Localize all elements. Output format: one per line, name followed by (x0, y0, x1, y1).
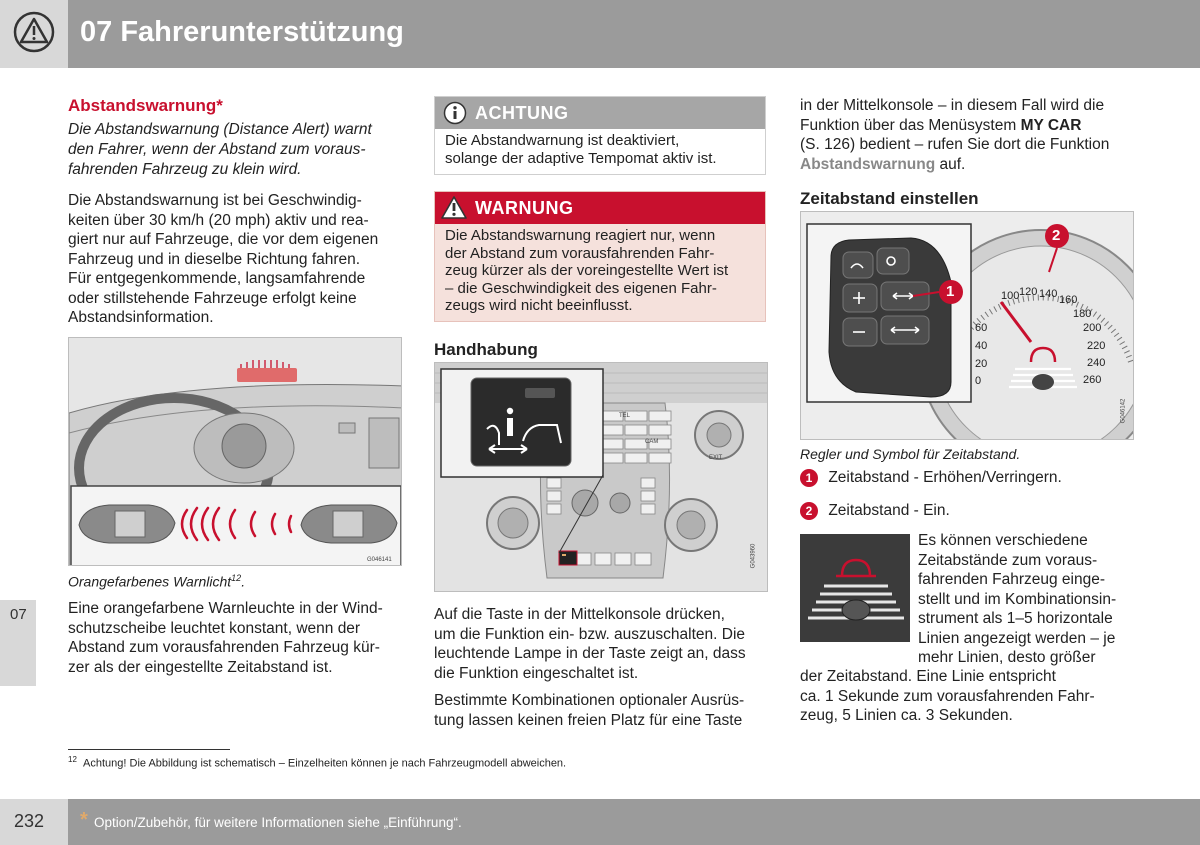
option-star-icon: * (80, 809, 88, 831)
body-text-1: Die Abstandswarnung ist bei Geschwindig- keiten über 30 km/h (20 mph) aktiv und rea- giert nur auf Fahrzeuge, die vor dem eigenen Fahrzeug und in dieselbe Richtung fahren. Für entgegenkommende, langsamfahrende oder stillstehende Fahrzeuge erfolgt keine Abstandsinformation. (68, 192, 379, 326)
chapter-tab-label: 07 (10, 606, 27, 623)
page-title: 07 Fahrerunterstützung (80, 16, 404, 48)
legend-num-1: 1 (800, 469, 818, 487)
tick-120: 120 (1019, 286, 1038, 298)
tick-180: 180 (1073, 308, 1092, 320)
tick-220: 220 (1087, 340, 1106, 352)
tick-160: 160 (1059, 294, 1078, 306)
tick-100: 100 (1001, 290, 1020, 302)
tick-200: 200 (1083, 322, 1102, 334)
footnote: $^{12}$ Achtung! Die Abbildung ist schematisch – Einzelheiten können je nach Fahrzeugmodell abweichen. (68, 755, 567, 770)
legend-item-1: 1 Zeitabstand - Erhöhen/Verringern. (800, 468, 1062, 488)
wrap-text: Es können verschiedene Zeitabstände zum voraus- fahrenden Fahrzeug einge- stellt und im Kombinationsin- strument als 1–5 horizontale Linien angezeigt werden – je mehr Linien, desto größer (918, 532, 1117, 666)
time-gap-symbol (800, 534, 910, 642)
header-bar (68, 0, 1200, 68)
achtung-text: Die Abstandwarnung ist deaktiviert, solange der adaptive Tempomat aktiv ist. (435, 129, 765, 173)
body-text-2: Eine orangefarbene Warnleuchte in der Wind- schutzscheibe leuchtet konstant, wenn der Abstand zum vorausfahrenden Fahrzeug kür- zer als der eingestellte Zeitabstand ist. (68, 600, 383, 676)
chapter-tab (0, 600, 36, 686)
section-heading-abstandswarnung: Abstandswarnung* (68, 96, 223, 115)
body-text-4: Bestimmte Kombinationen optionaler Ausrüs- tung lassen keinen freien Platz für eine Taste (434, 692, 745, 729)
section-heading-handhabung: Handhabung (434, 340, 538, 359)
figure-caption-1: Orangefarbenes Warnlicht$^{12}$. (68, 573, 246, 590)
tick-240: 240 (1087, 357, 1106, 369)
figure-steering-controls (800, 211, 1134, 440)
legend-item-2: 2 Zeitabstand - Ein. (800, 501, 950, 521)
achtung-label: ACHTUNG (475, 103, 569, 123)
menu-option-abstandswarnung: Abstandswarnung (800, 155, 936, 173)
figure-center-console (434, 362, 768, 592)
console-label-cam: CAM (645, 439, 659, 445)
footer-bar (68, 799, 1200, 845)
page-number: 232 (14, 811, 45, 831)
figure-code-2: G043960 (750, 543, 757, 569)
figure-code: G046141 (367, 557, 392, 563)
continuation-text: in der Mittelkonsole – in diesem Fall wird die Funktion über das Menüsystem MY CAR (S. 126) bedient – rufen Sie dort die Funktion Abstandswarnung auf. (800, 97, 1110, 173)
notice-box-achtung (434, 96, 766, 175)
figure-code-3: G046142 (1120, 398, 1127, 424)
notice-box-warnung (434, 191, 766, 322)
body-text-end: der Zeitabstand. Eine Linie entspricht ca. 1 Sekunde zum vorausfahrenden Fahr- zeug, 5 Linien ca. 3 Sekunden. (800, 668, 1095, 724)
tick-60: 60 (975, 322, 988, 334)
figure-caption-3: Regler und Symbol für Zeitabstand. (800, 446, 1021, 462)
page-number-block (0, 799, 68, 845)
callout-2: 2 (1052, 227, 1061, 244)
section-heading-zeitabstand: Zeitabstand einstellen (800, 189, 979, 208)
tick-260: 260 (1083, 374, 1102, 386)
my-car-menu: MY CAR (1020, 116, 1082, 134)
footnote-rule (68, 749, 230, 750)
console-label-exit: EXIT (709, 455, 723, 461)
tick-40: 40 (975, 340, 988, 352)
console-label-tel: TEL (619, 413, 631, 419)
warning-icon (440, 195, 468, 221)
warnung-label: WARNUNG (475, 198, 574, 218)
tick-140: 140 (1039, 288, 1058, 300)
time-gap-icon (800, 534, 910, 642)
info-icon (443, 101, 467, 125)
warnung-text: Die Abstandswarnung reagiert nur, wenn der Abstand zum vorausfahrenden Fahr- zeug kürzer als der voreingestellte Wert ist – die Geschwindigkeit des eigenen Fahr- zeugs wird nicht beeinflusst. (435, 224, 765, 321)
console-illustration (435, 363, 768, 592)
callout-1: 1 (946, 283, 955, 300)
warning-triangle-icon (13, 11, 55, 53)
legend-num-2: 2 (800, 502, 818, 520)
footer-note: Option/Zubehör, für weitere Informationen siehe „Einführung“. (94, 815, 462, 830)
body-text-3: Auf die Taste in der Mittelkonsole drücken, um die Funktion ein- bzw. auszuschalten. Die leuchtende Lampe in der Taste zeigt an, dass die Funktion eingeschaltet ist. (434, 606, 746, 682)
tick-0: 0 (975, 375, 982, 387)
tick-20: 20 (975, 358, 988, 370)
figure-warning-light (68, 337, 402, 566)
header-icon-block (0, 0, 68, 68)
intro-text: Die Abstandswarnung (Distance Alert) warnt den Fahrer, wenn der Abstand zum voraus- fahrenden Fahrzeug zu klein wird. (68, 121, 372, 178)
column-1 (68, 96, 408, 328)
dashboard-illustration (69, 338, 402, 566)
